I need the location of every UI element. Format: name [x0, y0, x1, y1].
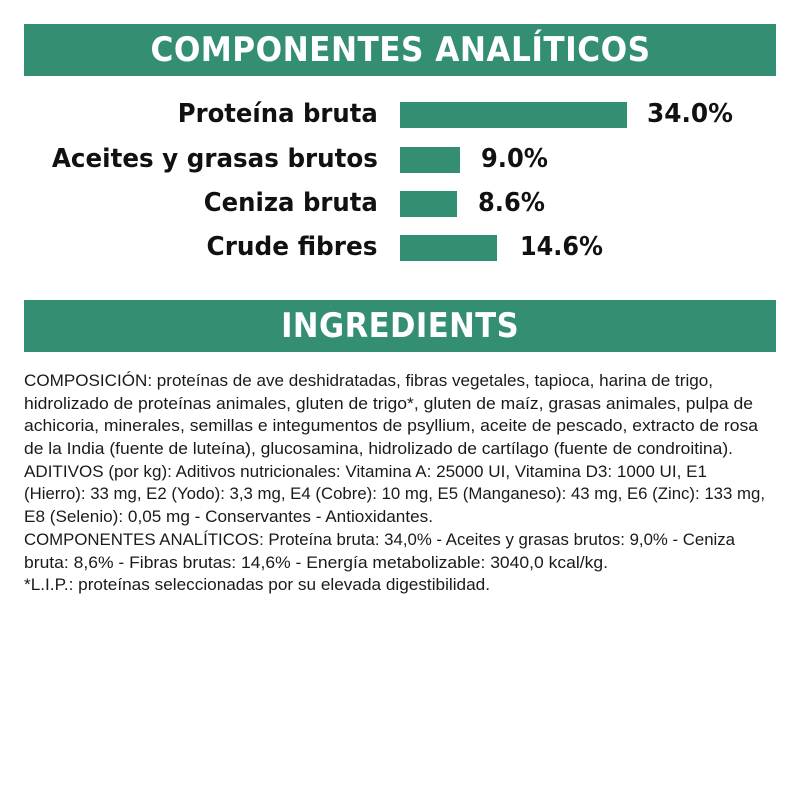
row-value: 34.0%	[647, 99, 733, 129]
ingredients-title: INGREDIENTS	[280, 306, 520, 346]
row-value: 14.6%	[520, 232, 603, 262]
ingredient-line: E8 (Selenio): 0,05 mg - Conservantes - Antioxidantes.	[24, 507, 433, 527]
analytics-banner	[24, 24, 776, 76]
row-label: Ceniza bruta	[204, 188, 378, 218]
row-label: Aceites y grasas brutos	[51, 144, 378, 174]
row-bar	[400, 102, 627, 128]
row-value: 8.6%	[478, 188, 545, 218]
ingredient-line: *L.I.P.: proteínas seleccionadas por su elevada digestibilidad.	[24, 575, 491, 595]
ingredients-text	[24, 370, 776, 597]
row-bar	[400, 191, 457, 217]
ingredient-line: achicoria, minerales, semillas e integumentos de psyllium, aceite de pescado, extracto de rosa	[24, 416, 759, 436]
ingredient-line: bruta: 8,6% - Fibras brutas: 14,6% - Energía metabolizable: 3040,0 kcal/kg.	[24, 552, 608, 572]
chart-row	[0, 188, 800, 218]
ingredient-line: ADITIVOS (por kg): Aditivos nutricionales: Vitamina A: 25000 UI, Vitamina D3: 1000 UI, E1	[24, 461, 707, 481]
ingredient-line: de la India (fuente de luteína), glucosamina, hidrolizado de cartílago (fuente de condroitina).	[24, 439, 733, 459]
row-bar	[400, 147, 460, 173]
row-value: 9.0%	[481, 144, 548, 174]
ingredients-banner	[24, 300, 776, 352]
ingredient-line: (Hierro): 33 mg, E2 (Yodo): 3,3 mg, E4 (Cobre): 10 mg, E5 (Manganeso): 43 mg, E6 (Zinc): 133 mg,	[24, 484, 765, 504]
analytics-title: COMPONENTES ANALÍTICOS	[149, 30, 651, 70]
chart-row	[0, 232, 800, 262]
ingredient-line: COMPOSICIÓN: proteínas de ave deshidratadas, fibras vegetales, tapioca, harina de trigo,	[24, 371, 713, 390]
row-bar	[400, 235, 497, 261]
ingredient-line: COMPONENTES ANALÍTICOS: Proteína bruta: 34,0% - Aceites y grasas brutos: 9,0% - Ceniza	[24, 529, 736, 549]
row-label: Crude fibres	[206, 232, 378, 262]
chart-row	[0, 99, 800, 129]
chart-row	[0, 144, 800, 174]
ingredient-line: hidrolizado de proteínas animales, gluten de trigo*, gluten de maíz, grasas animales, pulpa de	[24, 393, 754, 413]
row-label: Proteína bruta	[177, 99, 378, 129]
